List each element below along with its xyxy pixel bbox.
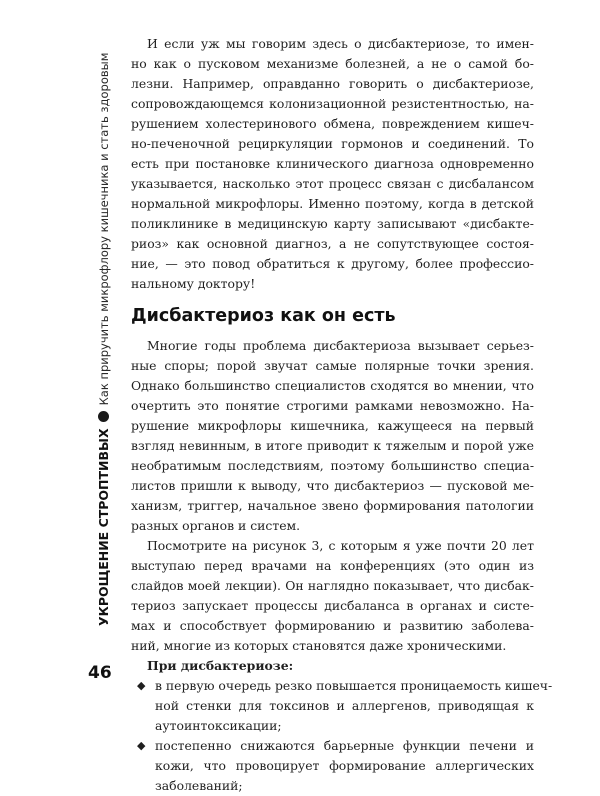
text-line: ний, многие из которых становятся даже хроническими.: [131, 638, 507, 653]
text-line: лезни. Например, оправданно говорить о дисбактериозе,: [131, 76, 534, 91]
diamond-bullet-icon: ◆: [137, 739, 146, 752]
text-line: ные споры; порой звучат самые полярные точки зрения.: [131, 358, 534, 373]
text-line: в первую очередь резко повышается проницаемость кишеч-: [155, 678, 553, 693]
text-line: взгляд невинным, в итоге приводит к тяжелым и порой уже: [131, 438, 534, 453]
text-line: заболеваний;: [155, 778, 243, 793]
text-line: кожи, что провоцирует формирование аллергических: [155, 758, 534, 773]
text-line: сопровождающемся колонизационной резистентностью, на-: [131, 96, 534, 111]
section-heading: Дисбактериоз как он есть: [131, 306, 396, 326]
text-line: но как о пусковом механизме болезней, а не о самой бо-: [131, 56, 534, 71]
text-line: нальному доктору!: [131, 276, 256, 291]
list-title: При дисбактериозе:: [147, 658, 294, 673]
text-line: териоз запускает процессы дисбаланса в органах и систе-: [131, 598, 534, 613]
text-line: Многие годы проблема дисбактериоза вызывает серьез-: [147, 338, 534, 353]
text-line: есть при постановке клинического диагноза одновременно: [131, 156, 534, 171]
text-line: листов пришли к выводу, что дисбактериоз — пусковой ме-: [131, 478, 534, 493]
text-line: поликлинике в медицинскую карту записывают «дисбакте-: [131, 216, 534, 231]
paragraph-1: [131, 34, 534, 294]
text-line: слайдов моей лекции). Он наглядно показывает, что дисбак-: [131, 578, 534, 593]
text-line: Однако большинство специалистов сходятся во мнении, что: [131, 378, 534, 393]
text-line: разных органов и систем.: [131, 518, 301, 533]
text-line: очертить это понятие строгими рамками невозможно. На-: [131, 398, 534, 413]
text-line: выступаю перед врачами на конференциях (это один из: [131, 558, 534, 573]
text-line: необратимым последствиям, поэтому большинство специа-: [131, 458, 534, 473]
text-line: ние, — это повод обратиться к другому, более профессио-: [131, 256, 534, 271]
paragraph-3: [131, 536, 534, 656]
text-line: И если уж мы говорим здесь о дисбактериозе, то имен-: [147, 36, 534, 51]
text-line: ной стенки для токсинов и аллергенов, приводящая к: [155, 698, 534, 713]
list-item: [131, 676, 553, 736]
text-line: мах и способствует формированию и развитию заболева-: [131, 618, 534, 633]
diamond-bullet-icon: ◆: [137, 679, 146, 692]
running-header: [96, 53, 111, 626]
text-line: нормальной микрофлоры. Именно поэтому, когда в детской: [131, 196, 534, 211]
bullet-dot-icon: [98, 411, 109, 422]
text-line: рушение микрофлоры кишечника, кажущееся на первый: [131, 418, 534, 433]
paragraph-2: [131, 336, 534, 536]
running-header-title: УКРОЩЕНИЕ СТРОПТИВЫХ: [96, 428, 111, 626]
text-line: указывается, насколько этот процесс связан с дисбалансом: [131, 176, 534, 191]
text-line: но-печеночной рециркуляции гормонов и соединений. То: [131, 136, 534, 151]
text-line: Посмотрите на рисунок 3, с которым я уже почти 20 лет: [147, 538, 534, 553]
body-text: [131, 34, 553, 796]
text-line: аутоинтоксикации;: [155, 718, 282, 733]
text-line: риоз» как основной диагноз, а не сопутствующее состоя-: [131, 236, 534, 251]
page-number: 46: [88, 663, 112, 683]
text-line: ханизм, триггер, начальное звено формирования патологии: [131, 498, 534, 513]
text-line: постепенно снижаются барьерные функции печени и: [155, 738, 534, 753]
text-line: рушением холестеринового обмена, повреждением кишеч-: [131, 116, 534, 131]
list-item: [131, 736, 534, 796]
running-header-subtitle: Как приручить микрофлору кишечника и стать здоровым: [96, 52, 111, 406]
